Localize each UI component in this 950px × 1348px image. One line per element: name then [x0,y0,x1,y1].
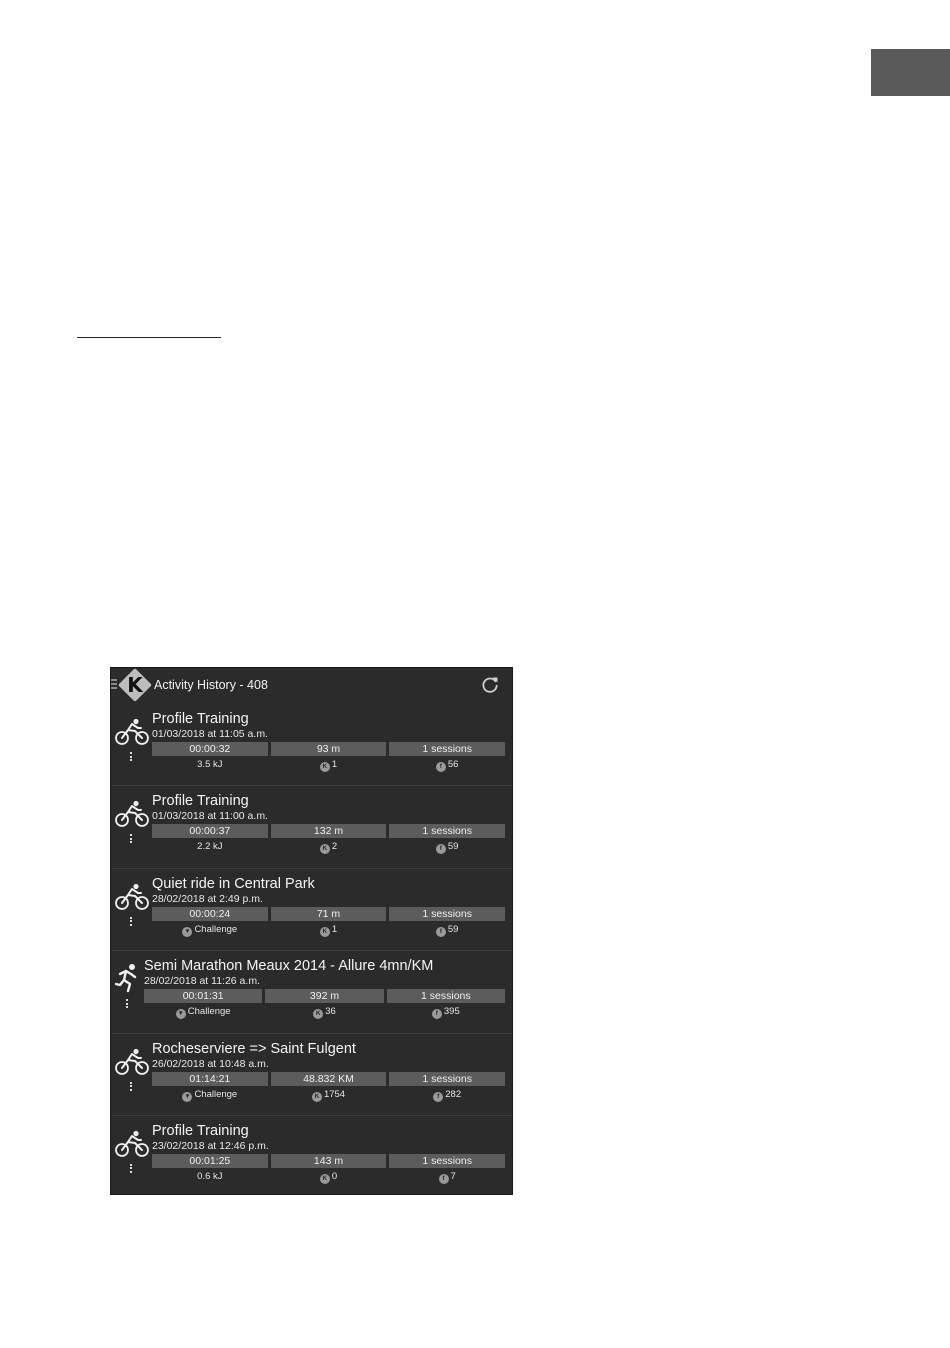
substat-points [389,923,505,937]
points-icon: f [439,1174,449,1184]
more-options-icon[interactable] [130,1082,133,1093]
activity-title: Profile Training [152,711,249,727]
activity-date: 01/03/2018 at 11:00 a.m. [152,810,268,823]
substat-extra [152,840,268,854]
activity-stats [152,1072,505,1086]
activity-item[interactable] [111,869,512,951]
activity-stats [144,989,505,1003]
substat-k-value: 1 [331,923,338,935]
substat-points-value: 59 [447,923,459,935]
k-coin-icon: K [320,762,330,772]
activity-substats [152,840,505,854]
activity-substats [152,923,505,937]
activity-substats [152,1170,505,1184]
stat-duration: 00:00:24 [152,907,268,921]
refresh-icon[interactable] [480,675,500,695]
substat-extra [152,1088,268,1102]
app-logo [118,668,152,702]
activity-item[interactable] [111,951,512,1033]
stat-sessions: 1 sessions [387,989,505,1003]
logo-letter: K [127,673,143,697]
k-coin-icon: K [320,927,330,937]
activity-date: 28/02/2018 at 11:26 a.m. [144,975,260,988]
stat-sessions: 1 sessions [389,907,505,921]
k-coin-icon: K [320,844,330,854]
points-icon: f [436,927,446,937]
stat-duration: 00:00:37 [152,824,268,838]
menu-icon[interactable] [111,679,117,691]
stat-duration: 00:01:25 [152,1154,268,1168]
activity-title: Profile Training [152,793,249,810]
substat-k-value: 2 [331,841,338,853]
activity-content [152,1123,505,1184]
activity-item[interactable] [111,786,512,868]
activity-date: 23/02/2018 at 12:46 p.m. [152,1139,269,1152]
k-coin-icon: K [320,1174,330,1184]
substat-extra-text: 3.5 kJ [197,759,223,770]
more-options-icon[interactable] [130,1164,133,1175]
substat-points [389,1088,505,1102]
trophy-icon: ▼ [184,927,191,935]
activity-title: Profile Training [152,1122,249,1139]
more-options-icon[interactable] [130,752,133,763]
stat-distance: 132 m [271,824,387,838]
substat-k-value: 36 [325,1006,336,1018]
activity-content [152,711,505,772]
activity-date: 01/03/2018 at 11:05 a.m. [152,728,268,740]
substat-extra-text: 0.6 kJ [197,1170,223,1182]
trophy-icon: ▼ [177,1010,184,1018]
activity-title: Quiet ride in Central Park [152,875,315,892]
stat-distance: 93 m [271,742,387,756]
activity-content [144,958,505,1019]
activity-substats [144,1005,505,1019]
substat-k [271,923,387,937]
more-options-icon[interactable] [130,834,133,845]
activity-stats [152,1154,505,1168]
substat-points-value: 7 [450,1170,456,1182]
more-options-icon[interactable] [126,999,129,1010]
app-bar [111,668,512,704]
substat-k [271,758,387,772]
bike-icon [115,1130,149,1158]
substat-points [387,1005,505,1019]
stat-sessions: 1 sessions [389,824,505,838]
substat-extra-text: Challenge [187,1006,231,1018]
activity-content [152,876,505,937]
stat-distance: 392 m [265,989,383,1003]
substat-k [271,1088,387,1102]
k-coin-icon: K [312,1092,322,1102]
activity-list [111,704,512,1195]
trophy-icon: ▼ [184,1092,191,1100]
substat-extra-text: Challenge [194,923,238,935]
substat-points-value: 59 [447,841,459,853]
substat-points-value: 56 [447,759,459,770]
page-corner-tab [871,49,950,96]
activity-date: 26/02/2018 at 10:48 a.m. [152,1057,269,1070]
activity-date: 28/02/2018 at 2:49 p.m. [152,892,263,905]
run-icon [115,963,139,993]
k-coin-icon: K [313,1009,323,1019]
activity-substats [152,1088,505,1102]
stat-distance: 48.832 KM [271,1072,387,1086]
substat-extra [152,758,268,772]
activity-item[interactable] [111,1034,512,1116]
activity-title: Semi Marathon Meaux 2014 - Allure 4mn/KM [144,958,434,975]
stat-duration: 00:00:32 [152,742,268,756]
stat-duration: 01:14:21 [152,1072,268,1086]
substat-k [265,1005,383,1019]
substat-k [271,840,387,854]
substat-k-value: 1 [331,759,338,770]
substat-points [389,840,505,854]
substat-points-value: 395 [443,1006,460,1018]
points-icon: f [433,1092,443,1102]
substat-k-value: 1754 [323,1088,346,1100]
stat-distance: 71 m [271,907,387,921]
page-rule [77,337,221,338]
bike-icon [115,718,149,746]
activity-stats [152,907,505,921]
substat-points [389,758,505,772]
more-options-icon[interactable] [130,917,133,928]
points-icon: f [436,762,446,772]
points-icon: f [432,1009,442,1019]
points-icon: f [436,844,446,854]
activity-content [152,1041,505,1102]
activity-substats [152,758,505,772]
activity-title: Rocheserviere => Saint Fulgent [152,1040,356,1057]
substat-extra-text: 2.2 kJ [197,841,223,853]
bike-icon [115,883,149,911]
substat-points-value: 282 [445,1088,462,1100]
stat-sessions: 1 sessions [389,742,505,756]
stat-sessions: 1 sessions [389,1072,505,1086]
substat-extra [152,1170,268,1184]
substat-points [389,1170,505,1184]
stat-sessions: 1 sessions [389,1154,505,1168]
activity-item[interactable] [111,704,512,786]
bike-icon [115,800,149,828]
activity-item[interactable] [111,1116,512,1195]
substat-extra [152,923,268,937]
substat-k-value: 0 [331,1170,338,1182]
substat-k [271,1170,387,1184]
substat-extra-text: Challenge [194,1088,238,1100]
activity-content [152,793,505,854]
stat-distance: 143 m [271,1154,387,1168]
app-screenshot [110,667,513,1195]
stat-duration: 00:01:31 [144,989,262,1003]
app-title: Activity History - 408 [154,678,268,692]
activity-stats [152,742,505,756]
activity-stats [152,824,505,838]
bike-icon [115,1048,149,1076]
substat-extra [144,1005,262,1019]
